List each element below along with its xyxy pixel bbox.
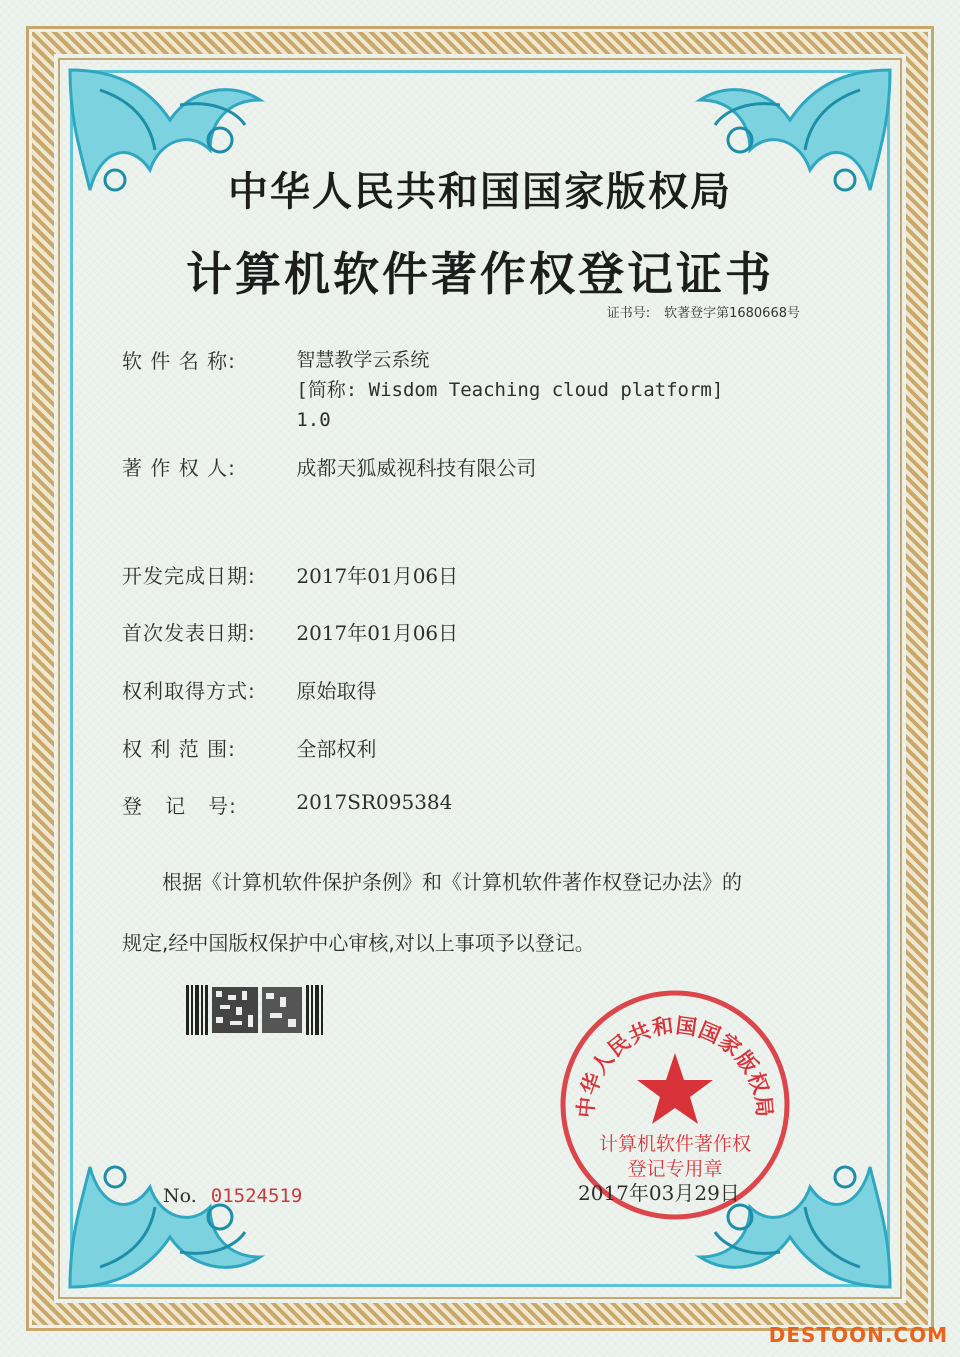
issuer-title: 中华人民共和国国家版权局 [228, 169, 732, 215]
software-name-row [122, 345, 723, 435]
seal-ring-text: 中华人民共和国国家版权局 [573, 1013, 777, 1119]
scope-row [122, 733, 376, 762]
certificate-number-label: 证书号: [606, 306, 651, 321]
scope-value: 全部权利 [296, 737, 377, 761]
pub-date-row [122, 617, 458, 646]
dev-date-label: 开发完成日期: [122, 564, 256, 588]
scope-label: 权 利 范 围: [122, 737, 236, 761]
certificate-title: 计算机软件著作权登记证书 [186, 247, 774, 301]
method-value: 原始取得 [296, 679, 377, 703]
serial-number [163, 1185, 302, 1207]
site-watermark: DESTOON.COM [768, 1323, 948, 1347]
corner-ornament-top-right [650, 60, 900, 250]
certificate-number [593, 302, 800, 321]
registration-label: 登 记 号: [122, 794, 237, 818]
owner-label: 著 作 权 人: [122, 456, 236, 480]
seal-line-1: 计算机软件著作权 [598, 1133, 752, 1155]
serial-number-value: 01524519 [210, 1185, 303, 1207]
dev-date-value: 2017年01月06日 [296, 564, 459, 588]
corner-ornament-top-left [60, 60, 310, 250]
serial-number-label: No. [163, 1185, 197, 1207]
software-name-value [296, 345, 723, 435]
software-name-label: 软 件 名 称: [122, 349, 236, 373]
registration-value: 2017SR095384 [296, 790, 453, 814]
barcode [186, 985, 326, 1035]
dev-date-row [122, 560, 458, 589]
registration-row [122, 790, 452, 819]
certificate-number-value: 软著登字第1680668号 [664, 306, 800, 321]
seal-date: 2017年03月29日 [578, 1181, 740, 1205]
software-short-name-line: [简称: Wisdom Teaching cloud platform] [296, 379, 724, 401]
software-version-line: 1.0 [296, 409, 331, 431]
software-name-line: 智慧教学云系统 [296, 349, 430, 371]
statement-paragraph-1: 根据《计算机软件保护条例》和《计算机软件著作权登记办法》的 [162, 870, 742, 894]
method-label: 权利取得方式: [122, 679, 256, 703]
seal-star-icon [637, 1053, 713, 1124]
pub-date-label: 首次发表日期: [122, 621, 256, 645]
pub-date-value: 2017年01月06日 [296, 621, 459, 645]
owner-row [122, 452, 536, 481]
owner-value: 成都天狐威视科技有限公司 [296, 456, 537, 480]
method-row [122, 675, 376, 704]
statement-paragraph-2: 规定,经中国版权保护中心审核,对以上事项予以登记。 [122, 931, 595, 955]
seal-line-2: 登记专用章 [627, 1158, 723, 1180]
